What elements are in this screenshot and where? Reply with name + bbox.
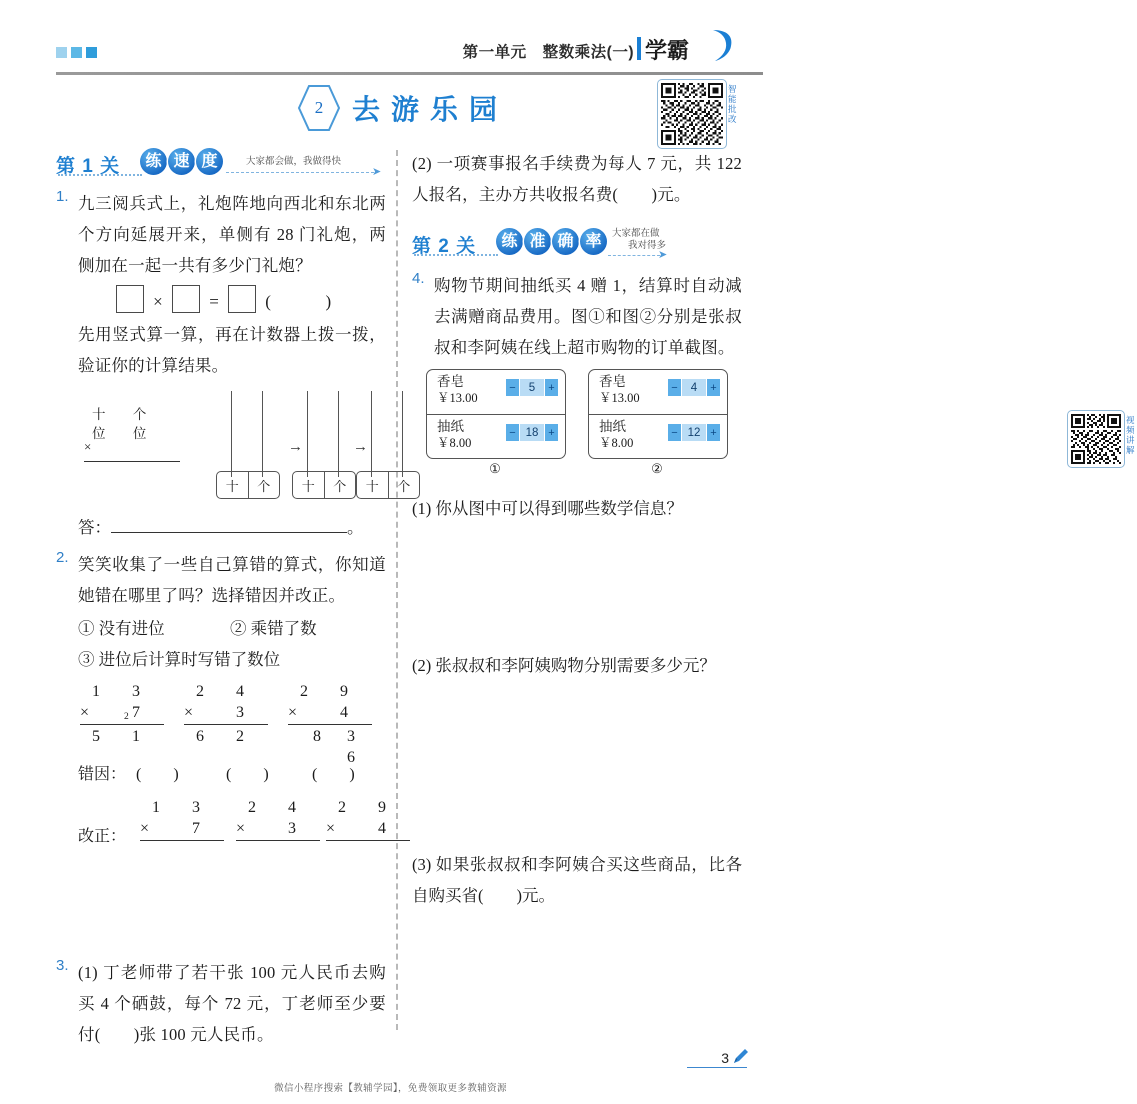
plus-icon[interactable]: + [707, 424, 720, 441]
arrow-icon: → [288, 439, 303, 455]
plus-icon[interactable]: + [545, 424, 558, 441]
multiplier: 4 [340, 704, 362, 721]
question-3 [56, 957, 386, 1050]
level-2-slogan-line2: 我对得多 [628, 240, 667, 251]
question-4-sub1: (1) 你从图中可以得到哪些数学信息？ [412, 499, 683, 518]
times-symbol: × [153, 292, 163, 311]
page-number-block [687, 1050, 747, 1068]
page-number: 3 [687, 1050, 747, 1068]
carry-digit: 2 [124, 712, 129, 722]
multiplicand: 2 4 [196, 683, 258, 700]
question-3-part2 [412, 148, 742, 210]
brand-logo [637, 34, 733, 66]
brand-text: 学霸 [645, 38, 690, 63]
level-1-slogan: 大家都会做，我做得快 [246, 156, 342, 167]
minus-icon[interactable]: − [506, 379, 519, 396]
cart-item-row [589, 370, 727, 414]
minus-icon[interactable]: − [506, 424, 519, 441]
level-1-label: 第 1 关 [56, 156, 121, 177]
question-2-text: 笑笑收集了一些自己算错的算式，你知道她错在哪里了吗？选择错因并改正。 [78, 555, 386, 605]
multiplier: 3 [236, 704, 258, 721]
multiplier: 3 [288, 820, 310, 837]
level-2-banner: 第 2 关 练 准 确 率 大家都在做 我对得多 ➤ [412, 228, 668, 261]
bubble-char: 度 [196, 148, 223, 175]
counter-col-ones: 个 [257, 478, 271, 494]
question-2 [56, 549, 386, 611]
question-1-hint [56, 319, 386, 381]
qr-caption: 视频讲解 [1126, 415, 1135, 455]
answer-period: 。 [347, 518, 364, 537]
counter-3[interactable] [356, 391, 418, 501]
answer-box-2[interactable] [172, 285, 200, 313]
item-name: 香皂 [599, 374, 626, 389]
question-4-sub2: (2) 张叔叔和李阿姨购物分别需要多少元？ [412, 656, 716, 675]
quantity-value: 12 [681, 424, 707, 441]
quantity-stepper[interactable] [506, 379, 558, 396]
multiplier: 7 [192, 820, 214, 837]
times-symbol: × [80, 704, 90, 721]
item-name: 抽纸 [599, 419, 626, 434]
plus-icon[interactable]: + [707, 379, 720, 396]
right-column [412, 148, 1135, 911]
answer-blank[interactable] [111, 532, 347, 533]
item-price: ￥13.00 [599, 391, 640, 405]
option-2[interactable]: ② 乘错了数 [230, 619, 317, 638]
place-value-labels: 十 个 位 位 [92, 407, 159, 441]
unit-label: 第一单元 整数乘法(一) [462, 44, 634, 61]
counter-col-ones: 个 [333, 478, 347, 494]
fix-problem-3[interactable] [324, 797, 410, 841]
bubble-char: 练 [496, 228, 523, 255]
level-2-label: 第 2 关 [412, 236, 477, 257]
counter-1[interactable] [216, 391, 278, 501]
question-1 [56, 188, 386, 281]
cause-blank-1[interactable]: ( ) [136, 766, 179, 783]
bubble-char: 速 [168, 148, 195, 175]
fix-problem-2[interactable] [234, 797, 320, 841]
item-name: 抽纸 [437, 419, 464, 434]
question-4-number: 4. [412, 270, 425, 287]
vertical-problem-2 [182, 681, 268, 747]
cause-blank-3[interactable]: ( ) [312, 766, 355, 783]
question-3-number: 3. [56, 957, 69, 974]
counter-col-tens: 十 [217, 472, 249, 498]
cart-1-caption: ① [489, 461, 501, 476]
question-2-problems [56, 681, 386, 766]
quantity-stepper[interactable] [668, 379, 720, 396]
question-2-options [78, 615, 386, 677]
multiplicand: 1 3 [92, 683, 154, 700]
cause-blank-2[interactable]: ( ) [226, 766, 269, 783]
times-symbol: × [140, 820, 150, 837]
multiplier: 7 [132, 704, 154, 721]
answer-box-1[interactable] [116, 285, 144, 313]
level-1-bubbles [140, 148, 223, 175]
arrow-icon: → [353, 439, 368, 455]
cart-item-row [427, 370, 565, 414]
qr-code-image [1071, 414, 1121, 464]
item-name: 香皂 [437, 374, 464, 389]
column-divider [396, 150, 398, 1030]
times-symbol: × [184, 704, 194, 721]
order-screenshots [412, 369, 742, 475]
cart-item-row [427, 414, 565, 458]
qr-code-smart-grading[interactable] [657, 79, 737, 149]
question-1-hint-text: 先用竖式算一算，再在计数器上拨一拨，验证你的计算结果。 [78, 325, 386, 375]
question-4-text: 购物节期间抽纸买 4 赠 1，结算时自动减去满赠商品费用。图①和图②分别是张叔叔和李阿姨在线上超市购物的订单截图。 [434, 276, 742, 357]
qr-code-video-explanation[interactable] [1067, 410, 1135, 468]
cause-row [56, 761, 386, 795]
option-3[interactable]: ③ 进位后计算时写错了数位 [78, 650, 281, 669]
quantity-value: 5 [519, 379, 545, 396]
order-cart-2 [588, 369, 728, 459]
header-rule [56, 72, 763, 75]
multiplicand: 2 9 [300, 683, 362, 700]
cart-2-caption: ② [651, 461, 663, 476]
times-symbol: × [288, 704, 298, 721]
bubble-char: 率 [580, 228, 607, 255]
fix-row [56, 797, 400, 861]
cart-item-row [589, 414, 727, 458]
product: 8 3 6 [313, 728, 366, 766]
order-cart-1 [426, 369, 566, 459]
logo-swoosh-icon [709, 28, 735, 62]
decorative-squares [56, 47, 97, 58]
item-price: ￥13.00 [437, 391, 478, 405]
item-price: ￥8.00 [599, 436, 634, 450]
minus-icon[interactable]: − [668, 424, 681, 441]
abacus-diagram [56, 391, 411, 511]
qr-caption: 智能批改 [728, 84, 737, 124]
left-column [56, 148, 411, 1054]
counter-col-tens: 十 [357, 472, 389, 498]
minus-icon[interactable]: − [668, 379, 681, 396]
level-1-banner: 第 1 关 练 速 度 大家都会做，我做得快 ➤ [56, 148, 386, 182]
fix-label: 改正： [78, 828, 127, 845]
multiplier: 4 [378, 820, 400, 837]
question-3-part1-text: (1) 丁老师带了若干张 100 元人民币去购买 4 个硒鼓，每个 72 元，丁老师至少要付( )张 100 元人民币。 [78, 963, 386, 1044]
bubble-char: 练 [140, 148, 167, 175]
footer-note: 微信小程序搜索【教辅学园】，免费领取更多教辅资源 [274, 1083, 507, 1094]
times-symbol: × [84, 439, 92, 454]
pencil-icon [731, 1046, 751, 1066]
multiplicand: 1 3 [152, 799, 214, 816]
qr-code-image [661, 83, 723, 145]
cause-label: 错因： [78, 766, 127, 783]
question-2-number: 2. [56, 549, 69, 566]
section-title-text: 去游乐园 [352, 94, 509, 125]
bubble-char: 确 [552, 228, 579, 255]
option-1[interactable]: ① 没有进位 [78, 619, 165, 638]
bubble-char: 准 [524, 228, 551, 255]
quantity-value: 18 [519, 424, 545, 441]
counter-col-ones: 个 [397, 478, 411, 494]
question-3-part2-text: (2) 一项赛事报名手续费为每人 7 元，共 122 人报名，主办方共收报名费( )元。 [412, 154, 742, 204]
multiplicand: 2 4 [248, 799, 310, 816]
answer-box-3[interactable] [228, 285, 256, 313]
counter-2[interactable] [292, 391, 354, 501]
counter-col-tens: 十 [293, 472, 325, 498]
question-4 [412, 270, 742, 363]
quantity-stepper[interactable] [668, 424, 720, 441]
level-2-bubbles [496, 228, 607, 255]
section-number-badge [297, 84, 341, 132]
section-number: 2 [314, 98, 324, 117]
plus-icon[interactable]: + [545, 379, 558, 396]
question-1-text: 九三阅兵式上，礼炮阵地向西北和东北两个方向延展开来，单侧有 28 门礼炮，两侧加在一起一共有多少门礼炮？ [78, 194, 386, 275]
unit-paren-open: ( [265, 292, 271, 311]
unit-paren-close: ) [325, 292, 332, 311]
question-1-equation [56, 285, 386, 317]
quantity-stepper[interactable] [506, 424, 558, 441]
times-symbol: × [236, 820, 246, 837]
item-price: ￥8.00 [437, 436, 472, 450]
product: 5 1 [92, 728, 154, 745]
quantity-value: 4 [681, 379, 707, 396]
times-symbol: × [326, 820, 336, 837]
page-header [56, 38, 751, 72]
answer-label: 答： [78, 518, 111, 537]
equals-symbol: = [209, 292, 219, 311]
multiplicand: 2 9 [338, 799, 400, 816]
product: 6 2 [196, 728, 258, 745]
vertical-problem-3 [286, 681, 372, 768]
vertical-problem-1 [78, 681, 164, 747]
question-4-sub3: (3) 如果张叔叔和李阿姨合买这些商品，比各自购买省( )元。 [412, 855, 742, 905]
level-2-slogan-line1: 大家都在做 [612, 228, 660, 239]
fix-problem-1[interactable] [138, 797, 224, 841]
question-1-answer-line [78, 513, 386, 543]
question-1-number: 1. [56, 188, 69, 205]
